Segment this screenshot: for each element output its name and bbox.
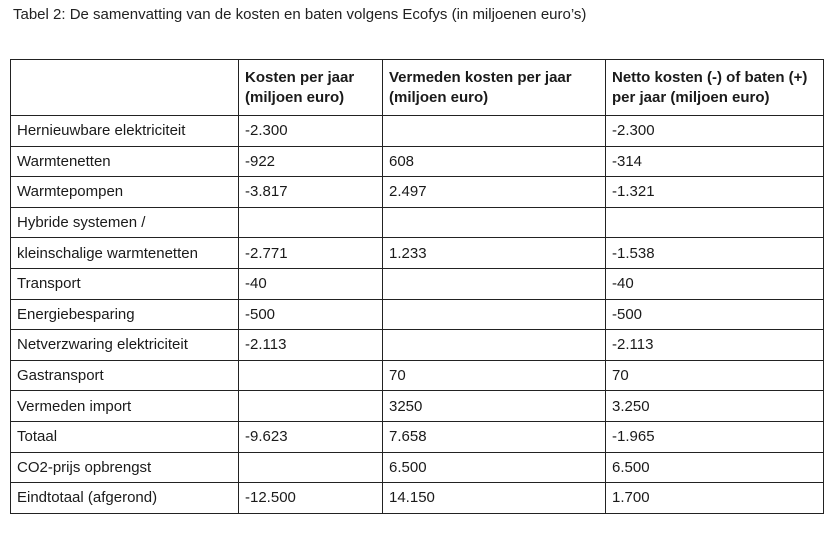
cell-avoided-costs: 14.150 xyxy=(383,483,606,514)
header-cell-label xyxy=(11,60,239,116)
cell-net: -2.113 xyxy=(606,330,824,361)
cell-avoided-costs: 2.497 xyxy=(383,177,606,208)
cell-net: -314 xyxy=(606,146,824,177)
cell-net: 1.700 xyxy=(606,483,824,514)
table-caption: Tabel 2: De samenvatting van de kosten en baten volgens Ecofys (in miljoenen euro’s) xyxy=(13,6,587,23)
cell-avoided-costs xyxy=(383,116,606,147)
table-row xyxy=(11,391,824,422)
cell-net: 70 xyxy=(606,360,824,391)
row-label: Energiebesparing xyxy=(11,299,239,330)
cell-net xyxy=(606,207,824,238)
table-row xyxy=(11,299,824,330)
row-label: Totaal xyxy=(11,421,239,452)
cell-costs: -3.817 xyxy=(239,177,383,208)
table-header-row xyxy=(11,60,824,116)
cell-avoided-costs: 6.500 xyxy=(383,452,606,483)
cell-net: 3.250 xyxy=(606,391,824,422)
row-label: Transport xyxy=(11,268,239,299)
cell-avoided-costs xyxy=(383,207,606,238)
row-label: Gastransport xyxy=(11,360,239,391)
cell-net: -500 xyxy=(606,299,824,330)
cost-benefit-table xyxy=(10,59,824,514)
table-row xyxy=(11,268,824,299)
cell-net: -1.321 xyxy=(606,177,824,208)
cell-avoided-costs: 70 xyxy=(383,360,606,391)
row-label: CO2-prijs opbrengst xyxy=(11,452,239,483)
cell-costs xyxy=(239,391,383,422)
cell-costs: -2.300 xyxy=(239,116,383,147)
cell-costs xyxy=(239,452,383,483)
cell-net: -2.300 xyxy=(606,116,824,147)
cell-costs: -12.500 xyxy=(239,483,383,514)
row-label: Hybride systemen / xyxy=(11,207,239,238)
table-row xyxy=(11,177,824,208)
cell-net: 6.500 xyxy=(606,452,824,483)
row-label: Netverzwaring elektriciteit xyxy=(11,330,239,361)
table-row xyxy=(11,207,824,238)
table-row xyxy=(11,330,824,361)
cell-avoided-costs xyxy=(383,268,606,299)
cell-costs xyxy=(239,207,383,238)
cell-avoided-costs: 1.233 xyxy=(383,238,606,269)
cell-costs xyxy=(239,360,383,391)
table-row xyxy=(11,483,824,514)
header-cell-net: Netto kosten (-) of baten (+) per jaar (miljoen euro) xyxy=(606,60,824,116)
cell-net: -1.538 xyxy=(606,238,824,269)
row-label: kleinschalige warmtenetten xyxy=(11,238,239,269)
cell-costs: -40 xyxy=(239,268,383,299)
table-row xyxy=(11,238,824,269)
row-label: Eindtotaal (afgerond) xyxy=(11,483,239,514)
row-label: Warmtepompen xyxy=(11,177,239,208)
cell-costs: -2.113 xyxy=(239,330,383,361)
table-row xyxy=(11,360,824,391)
row-label: Warmtenetten xyxy=(11,146,239,177)
table-row xyxy=(11,421,824,452)
row-label: Vermeden import xyxy=(11,391,239,422)
row-label: Hernieuwbare elektriciteit xyxy=(11,116,239,147)
cell-avoided-costs xyxy=(383,330,606,361)
table-row xyxy=(11,116,824,147)
header-cell-costs: Kosten per jaar (miljoen euro) xyxy=(239,60,383,116)
header-cell-avoided-costs: Vermeden kosten per jaar (miljoen euro) xyxy=(383,60,606,116)
cell-costs: -2.771 xyxy=(239,238,383,269)
cell-costs: -922 xyxy=(239,146,383,177)
cell-costs: -500 xyxy=(239,299,383,330)
cell-avoided-costs: 7.658 xyxy=(383,421,606,452)
cell-avoided-costs: 3250 xyxy=(383,391,606,422)
table-row xyxy=(11,146,824,177)
cell-net: -40 xyxy=(606,268,824,299)
cell-net: -1.965 xyxy=(606,421,824,452)
cell-costs: -9.623 xyxy=(239,421,383,452)
cell-avoided-costs: 608 xyxy=(383,146,606,177)
table-row xyxy=(11,452,824,483)
cell-avoided-costs xyxy=(383,299,606,330)
